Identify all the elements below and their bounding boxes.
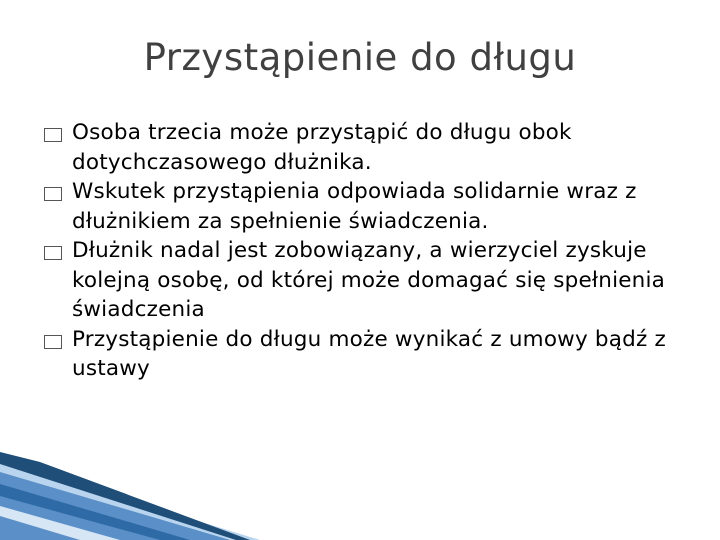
square-box-icon: [44, 128, 62, 142]
square-box-icon: [44, 246, 62, 260]
bullet-text-2: Wskutek przystąpienia odpowiada solidarnie wraz z dłużnikiem za spełnienie świadczenia.: [72, 179, 637, 234]
bullet-list: [40, 118, 710, 384]
corner-stripes-decoration: [0, 450, 260, 540]
square-box-icon: [44, 187, 62, 201]
square-box-icon: [44, 335, 62, 349]
slide-title: Przystąpienie do długu: [143, 36, 577, 79]
bullet-text-4: Przystąpienie do długu może wynikać z umowy bądź z ustawy: [72, 326, 666, 381]
bullet-item-1: [40, 118, 710, 177]
bullet-text-1: Osoba trzecia może przystąpić do długu obok dotychczasowego dłużnika.: [72, 120, 572, 175]
bullet-item-2: [40, 177, 710, 236]
bullet-text-3: Dłużnik nadal jest zobowiązany, a wierzyciel zyskuje kolejną osobę, od której może domagać się spełnienia świadczenia: [72, 238, 666, 322]
bullet-item-3: [40, 236, 710, 325]
bullet-item-4: [40, 325, 710, 384]
